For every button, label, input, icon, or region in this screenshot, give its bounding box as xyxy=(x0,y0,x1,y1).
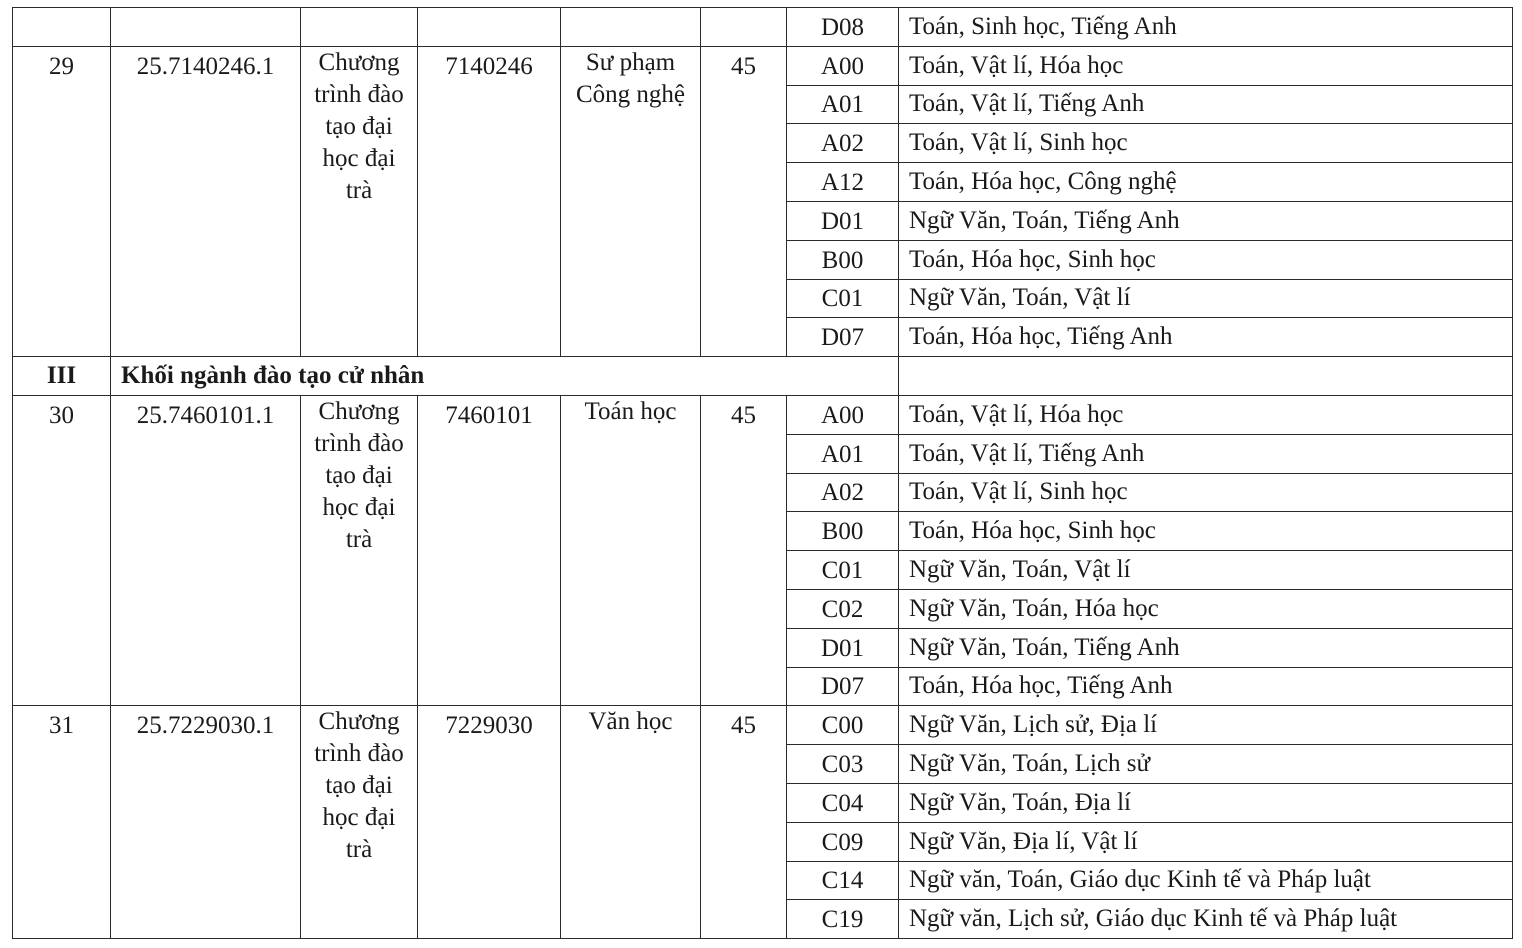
quota: 45 xyxy=(701,395,787,705)
table-body xyxy=(13,8,1513,939)
combo-code: A01 xyxy=(787,434,899,473)
empty-cell xyxy=(561,8,701,47)
combo-subjects: Toán, Vật lí, Hóa học xyxy=(899,46,1513,85)
admission-table xyxy=(12,7,1513,939)
combo-subjects: Ngữ Văn, Toán, Tiếng Anh xyxy=(899,201,1513,240)
combo-subjects: Ngữ Văn, Toán, Vật lí xyxy=(899,279,1513,318)
program-type: Chương trình đào tạo đại học đại trà xyxy=(301,706,418,939)
combo-code: C14 xyxy=(787,861,899,900)
empty-cell xyxy=(701,8,787,47)
major-code: 7140246 xyxy=(418,46,561,356)
major-name: Sư phạm Công nghệ xyxy=(561,46,701,356)
section-title: Khối ngành đào tạo cử nhân xyxy=(111,357,899,396)
combo-code: C02 xyxy=(787,589,899,628)
combo-subjects: Ngữ Văn, Toán, Hóa học xyxy=(899,589,1513,628)
combo-code: D07 xyxy=(787,318,899,357)
section-row xyxy=(13,357,1513,396)
empty-cell xyxy=(899,357,1513,396)
table-row-continued xyxy=(13,8,1513,47)
quota: 45 xyxy=(701,46,787,356)
combo-code: A02 xyxy=(787,124,899,163)
combo-subjects: Ngữ văn, Toán, Giáo dục Kinh tế và Pháp luật xyxy=(899,861,1513,900)
combo-subjects: Toán, Vật lí, Hóa học xyxy=(899,395,1513,434)
combo-subjects: Toán, Hóa học, Tiếng Anh xyxy=(899,667,1513,706)
table-row xyxy=(13,46,1513,85)
major-name: Toán học xyxy=(561,395,701,705)
combo-code: C03 xyxy=(787,745,899,784)
combo-subjects: Toán, Vật lí, Tiếng Anh xyxy=(899,85,1513,124)
combo-subjects: Toán, Hóa học, Sinh học xyxy=(899,240,1513,279)
major-name: Văn học xyxy=(561,706,701,939)
quota: 45 xyxy=(701,706,787,939)
combo-subjects: Ngữ Văn, Địa lí, Vật lí xyxy=(899,822,1513,861)
combo-code: A00 xyxy=(787,395,899,434)
registration-code: 25.7140246.1 xyxy=(111,46,301,356)
combo-subjects: Toán, Hóa học, Công nghệ xyxy=(899,163,1513,202)
combo-subjects: Ngữ Văn, Toán, Vật lí xyxy=(899,551,1513,590)
major-code: 7460101 xyxy=(418,395,561,705)
empty-cell xyxy=(13,8,111,47)
combo-subjects: Toán, Hóa học, Tiếng Anh xyxy=(899,318,1513,357)
combo-subjects: Ngữ Văn, Lịch sử, Địa lí xyxy=(899,706,1513,745)
combo-code: A01 xyxy=(787,85,899,124)
program-type: Chương trình đào tạo đại học đại trà xyxy=(301,395,418,705)
combo-code: A02 xyxy=(787,473,899,512)
combo-code: A12 xyxy=(787,163,899,202)
combo-subjects: Toán, Vật lí, Sinh học xyxy=(899,124,1513,163)
registration-code: 25.7460101.1 xyxy=(111,395,301,705)
combo-code: D01 xyxy=(787,201,899,240)
combo-subjects: Ngữ Văn, Toán, Địa lí xyxy=(899,783,1513,822)
combo-code: B00 xyxy=(787,512,899,551)
combo-code: C01 xyxy=(787,279,899,318)
combo-subjects: Toán, Hóa học, Sinh học xyxy=(899,512,1513,551)
combo-subjects: Ngữ Văn, Toán, Lịch sử xyxy=(899,745,1513,784)
table-row xyxy=(13,395,1513,434)
combo-code: C00 xyxy=(787,706,899,745)
empty-cell xyxy=(111,8,301,47)
combo-code: C01 xyxy=(787,551,899,590)
program-type: Chương trình đào tạo đại học đại trà xyxy=(301,46,418,356)
program-number: 30 xyxy=(13,395,111,705)
combo-subjects: Ngữ văn, Lịch sử, Giáo dục Kinh tế và Pháp luật xyxy=(899,900,1513,939)
program-number: 29 xyxy=(13,46,111,356)
combo-subjects: Toán, Vật lí, Tiếng Anh xyxy=(899,434,1513,473)
combo-code: C19 xyxy=(787,900,899,939)
registration-code: 25.7229030.1 xyxy=(111,706,301,939)
combo-code: A00 xyxy=(787,46,899,85)
combo-subjects: Toán, Vật lí, Sinh học xyxy=(899,473,1513,512)
combo-code: C09 xyxy=(787,822,899,861)
combo-subjects: Ngữ Văn, Toán, Tiếng Anh xyxy=(899,628,1513,667)
combo-code: C04 xyxy=(787,783,899,822)
empty-cell xyxy=(418,8,561,47)
combo-code: B00 xyxy=(787,240,899,279)
table-row xyxy=(13,706,1513,745)
program-number: 31 xyxy=(13,706,111,939)
combo-code: D01 xyxy=(787,628,899,667)
section-number: III xyxy=(13,357,111,396)
empty-cell xyxy=(301,8,418,47)
combo-subjects: Toán, Sinh học, Tiếng Anh xyxy=(899,8,1513,47)
major-code: 7229030 xyxy=(418,706,561,939)
combo-code: D07 xyxy=(787,667,899,706)
combo-code: D08 xyxy=(787,8,899,47)
